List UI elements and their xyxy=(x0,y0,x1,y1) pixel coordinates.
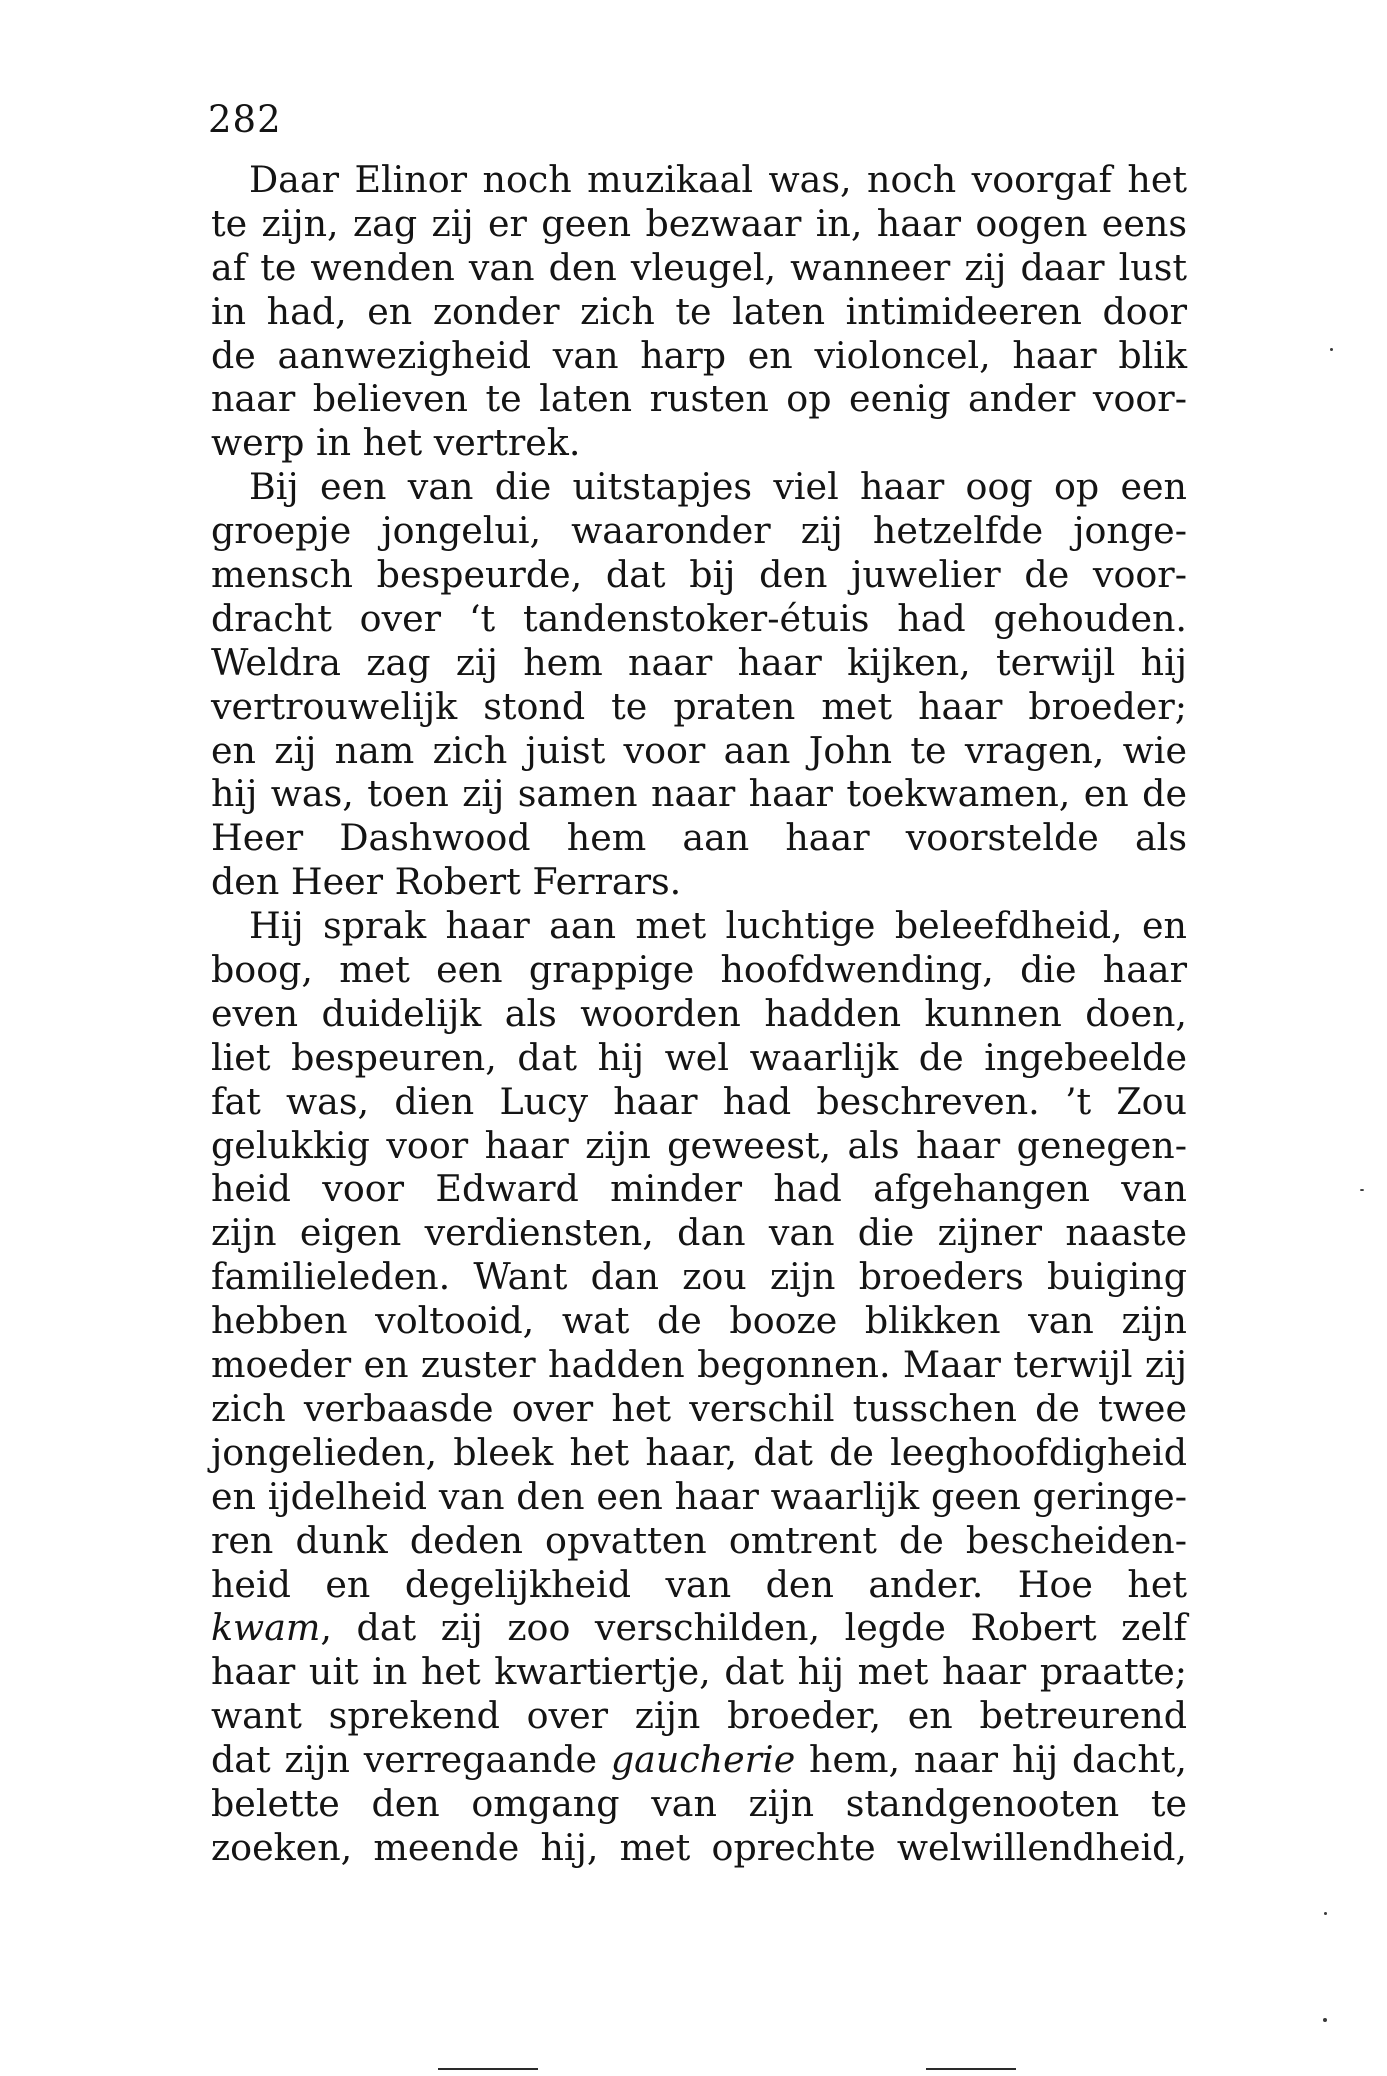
text-line xyxy=(211,1519,1187,1562)
text-segment: heid voor Edward minder had afgehangen van xyxy=(211,1167,1187,1211)
text-segment: zoeken, meende hij, met oprechte welwillendheid, xyxy=(211,1825,1187,1869)
text-segment: jongelieden, bleek het haar, dat de leeghoofdigheid xyxy=(211,1430,1187,1474)
text-segment: , dat zij zoo verschilden, legde Robert zelf xyxy=(320,1606,1187,1650)
text-segment: de aanwezigheid van harp en violoncel, haar blik xyxy=(211,333,1187,377)
text-segment: moeder en zuster hadden begonnen. Maar terwijl zij xyxy=(211,1343,1187,1387)
body-text xyxy=(211,158,1187,1869)
text-segment: den Heer Robert Ferrars. xyxy=(211,860,682,904)
text-line xyxy=(211,1255,1187,1298)
text-line xyxy=(211,1167,1187,1210)
text-line xyxy=(211,641,1187,684)
text-segment: boog, met een grappige hoofdwending, die haar xyxy=(211,948,1187,992)
text-segment: hebben voltooid, wat de booze blikken van zijn xyxy=(211,1299,1187,1343)
text-segment: dracht over ‘t tandenstoker-étuis had gehouden. xyxy=(211,596,1187,640)
text-segment: te zijn, zag zij er geen bezwaar in, haar oogen eens xyxy=(211,201,1187,245)
text-segment: vertrouwelijk stond te praten met haar broeder; xyxy=(211,684,1187,728)
text-segment: haar uit in het kwartiertje, dat hij met haar praatte; xyxy=(211,1650,1187,1694)
text-segment: in had, en zonder zich te laten intimideeren door xyxy=(211,289,1187,333)
text-segment: Bij een van die uitstapjes viel haar oog op een xyxy=(249,465,1187,509)
text-segment: fat was, dien Lucy haar had beschreven. ’t Zou xyxy=(211,1079,1187,1123)
text-line xyxy=(211,158,1187,201)
text-line xyxy=(211,1080,1187,1123)
text-line xyxy=(211,334,1187,377)
text-line xyxy=(211,1387,1187,1430)
text-line xyxy=(211,1343,1187,1386)
text-line xyxy=(211,377,1187,420)
italic-text: gaucherie xyxy=(610,1738,796,1782)
text-line xyxy=(211,290,1187,333)
page-speck xyxy=(1324,1912,1327,1915)
text-line xyxy=(211,1606,1187,1649)
text-segment: heid en degelijkheid van den ander. Hoe het xyxy=(211,1562,1187,1606)
text-segment: belette den omgang van zijn standgenooten te xyxy=(211,1781,1187,1825)
footer-rule-right xyxy=(926,2068,1016,2070)
text-segment: ren dunk deden opvatten omtrent de bescheiden- xyxy=(211,1518,1187,1562)
text-line xyxy=(211,992,1187,1035)
text-segment: en ijdelheid van den een haar waarlijk geen geringe- xyxy=(211,1474,1187,1518)
text-line xyxy=(211,1475,1187,1518)
text-segment: Hij sprak haar aan met luchtige beleefdheid, en xyxy=(249,904,1187,948)
text-line xyxy=(211,1563,1187,1606)
text-line xyxy=(211,1299,1187,1342)
text-segment: familieleden. Want dan zou zijn broeders buiging xyxy=(211,1255,1187,1299)
italic-text: kwam xyxy=(211,1606,321,1650)
text-line xyxy=(211,1650,1187,1693)
page-speck xyxy=(1360,1189,1364,1191)
text-line xyxy=(211,509,1187,552)
text-line xyxy=(211,1782,1187,1825)
text-line xyxy=(211,772,1187,815)
text-segment: en zij nam zich juist voor aan John te vragen, wie xyxy=(211,728,1187,772)
text-line xyxy=(211,1036,1187,1079)
text-line xyxy=(211,1826,1187,1869)
page-speck xyxy=(1330,348,1333,351)
text-segment: want sprekend over zijn broeder, en betreurend xyxy=(211,1694,1187,1738)
text-line xyxy=(211,1211,1187,1254)
text-segment: zijn eigen verdiensten, dan van die zijner naaste xyxy=(211,1211,1187,1255)
text-line xyxy=(211,246,1187,289)
text-segment: even duidelijk als woorden hadden kunnen doen, xyxy=(211,991,1187,1035)
text-line xyxy=(211,202,1187,245)
text-segment: gelukkig voor haar zijn geweest, als haar genegen- xyxy=(211,1123,1187,1167)
text-line xyxy=(211,465,1187,508)
text-segment: liet bespeuren, dat hij wel waarlijk de ingebeelde xyxy=(211,1035,1187,1079)
text-line xyxy=(211,948,1187,991)
text-line xyxy=(211,1694,1187,1737)
text-line xyxy=(211,904,1187,947)
text-line xyxy=(211,816,1187,859)
text-line xyxy=(211,860,1187,903)
text-segment: mensch bespeurde, dat bij den juwelier de voor- xyxy=(211,553,1187,597)
text-segment: hij was, toen zij samen naar haar toekwamen, en de xyxy=(211,772,1187,816)
text-segment: hem, naar hij dacht, xyxy=(795,1738,1187,1782)
text-line xyxy=(211,421,1187,464)
text-line xyxy=(211,597,1187,640)
text-segment: dat zijn verregaande xyxy=(211,1738,611,1782)
footer-rule-left xyxy=(438,2068,538,2070)
text-segment: zich verbaasde over het verschil tusschen de twee xyxy=(211,1386,1187,1430)
text-line xyxy=(211,1124,1187,1167)
page-number: 282 xyxy=(208,98,282,141)
text-segment: af te wenden van den vleugel, wanneer zij daar lust xyxy=(211,245,1187,289)
text-line xyxy=(211,553,1187,596)
text-line xyxy=(211,729,1187,772)
text-line xyxy=(211,1738,1187,1781)
text-segment: werp in het vertrek. xyxy=(211,421,581,465)
text-segment: Weldra zag zij hem naar haar kijken, terwijl hij xyxy=(211,640,1187,684)
text-line xyxy=(211,685,1187,728)
text-segment: naar believen te laten rusten op eenig ander voor- xyxy=(211,377,1187,421)
text-segment: groepje jongelui, waaronder zij hetzelfde jonge- xyxy=(211,509,1187,553)
text-line xyxy=(211,1431,1187,1474)
text-segment: Daar Elinor noch muzikaal was, noch voorgaf het xyxy=(249,158,1187,201)
page-speck xyxy=(1323,2018,1327,2022)
text-segment: Heer Dashwood hem aan haar voorstelde als xyxy=(211,816,1187,860)
